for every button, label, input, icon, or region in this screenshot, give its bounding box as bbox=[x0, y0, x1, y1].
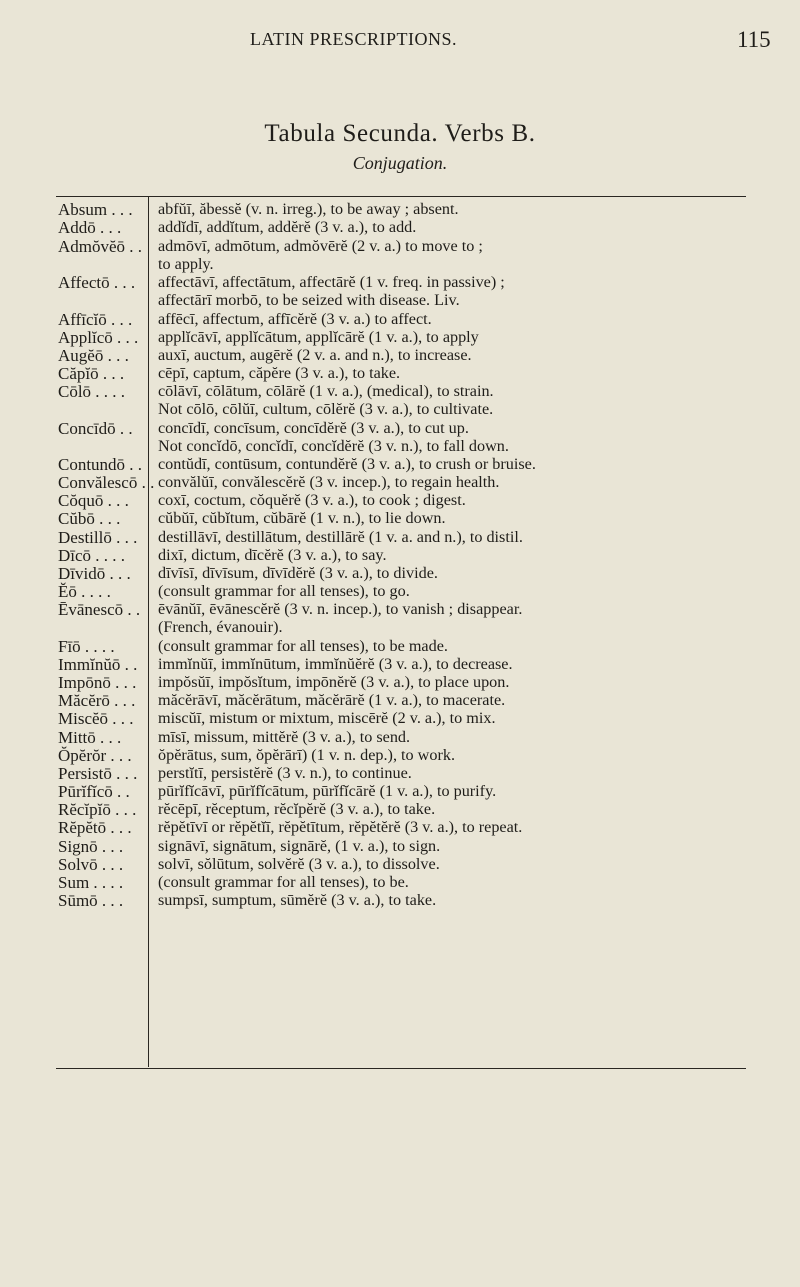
definition-line: destillāvī, destillātum, destillārĕ (1 v. a. and n.), to distil. bbox=[158, 528, 523, 546]
verb-entry: Destillō . . . bbox=[58, 528, 138, 547]
definition-line: perstĭtī, persistĕrĕ (3 v. n.), to continue. bbox=[158, 764, 412, 782]
page-header bbox=[0, 0, 800, 60]
verb-entry: Admŏvĕō . . bbox=[58, 237, 143, 256]
definition-line: abfŭī, ăbessĕ (v. n. irreg.), to be away ; absent. bbox=[158, 200, 459, 218]
verb-entry: Affectō . . . bbox=[58, 273, 136, 292]
verb-entry: Convălescō . . bbox=[58, 473, 155, 492]
verb-entry: Applĭcō . . . bbox=[58, 328, 139, 347]
definition-line: cēpī, captum, căpĕre (3 v. a.), to take. bbox=[158, 364, 401, 382]
definition-line: măcĕrāvī, măcĕrātum, măcĕrārĕ (1 v. a.), to macerate. bbox=[158, 691, 506, 709]
page-number: 115 bbox=[737, 27, 771, 52]
verb-entry: Contundō . . bbox=[58, 455, 143, 474]
definition-line: concīdī, concīsum, concīdĕrĕ (3 v. a.), to cut up. bbox=[158, 419, 469, 437]
definition-line: immĭnŭī, immĭnūtum, immĭnŭĕrĕ (3 v. a.), to decrease. bbox=[158, 655, 513, 673]
definition-line: to apply. bbox=[158, 255, 214, 273]
verb-entry: Ŏpĕrŏr . . . bbox=[58, 746, 132, 765]
verb-entry: Addō . . . bbox=[58, 218, 122, 237]
definition-line: pūrĭfĭcāvī, pūrĭfĭcātum, pūrĭfĭcārĕ (1 v. a.), to purify. bbox=[158, 782, 497, 800]
definition-line: (French, évanouir). bbox=[158, 618, 283, 636]
definition-line: rĕpĕtīvī or rĕpĕtĭī, rĕpĕtītum, rĕpĕtĕrĕ (3 v. a.), to repeat. bbox=[158, 818, 523, 836]
definition-line: applĭcāvī, applĭcātum, applĭcārĕ (1 v. a.), to apply bbox=[158, 328, 479, 346]
verb-entry: Absum . . . bbox=[58, 200, 133, 219]
definition-line: dīvīsī, dīvīsum, dīvīdĕrĕ (3 v. a.), to divide. bbox=[158, 564, 438, 582]
definition-line: dixī, dictum, dīcĕrĕ (3 v. a.), to say. bbox=[158, 546, 387, 564]
definition-line: convălŭī, convălescĕrĕ (3 v. incep.), to regain health. bbox=[158, 473, 500, 491]
verb-entry: Cōlō . . . . bbox=[58, 382, 126, 401]
verb-entry: Dīvidō . . . bbox=[58, 564, 131, 583]
column-divider bbox=[148, 196, 149, 1067]
verb-entry: Mittō . . . bbox=[58, 728, 122, 747]
definition-line: auxī, auctum, augērĕ (2 v. a. and n.), to increase. bbox=[158, 346, 472, 364]
verb-entry: Rĕcĭpĭō . . . bbox=[58, 800, 137, 819]
verb-entry: Sum . . . . bbox=[58, 873, 124, 892]
running-title: LATIN PRESCRIPTIONS. bbox=[250, 29, 458, 49]
definition-line: (consult grammar for all tenses), to go. bbox=[158, 582, 410, 600]
definition-line: Not cōlō, cōlŭī, cultum, cōlĕrĕ (3 v. a.), to cultivate. bbox=[158, 400, 494, 418]
definition-line: (consult grammar for all tenses), to be made. bbox=[158, 637, 448, 655]
verb-entry: Ēvānescō . . bbox=[58, 600, 141, 619]
definition-line: ēvānŭī, ēvānescĕrĕ (3 v. n. incep.), to vanish ; disappear. bbox=[158, 600, 523, 618]
verb-entry: Impōnō . . . bbox=[58, 673, 137, 692]
definition-line: impŏsŭī, impŏsĭtum, impōnĕrĕ (3 v. a.), to place upon. bbox=[158, 673, 510, 691]
verb-entry: Pūrĭfĭcō . . bbox=[58, 782, 130, 801]
verb-entry: Rĕpĕtō . . . bbox=[58, 818, 132, 837]
verb-entry: Affīcĭō . . . bbox=[58, 310, 133, 329]
verb-entry: Sūmō . . . bbox=[58, 891, 124, 910]
definition-line: admōvī, admōtum, admŏvērĕ (2 v. a.) to move to ; bbox=[158, 237, 483, 255]
verb-entry: Cŭbō . . . bbox=[58, 509, 121, 528]
definition-line: miscŭī, mistum or mixtum, miscērĕ (2 v. a.), to mix. bbox=[158, 709, 496, 727]
verb-entry: Căpĭō . . . bbox=[58, 364, 125, 383]
verb-entry: Miscĕō . . . bbox=[58, 709, 134, 728]
definition-line: sumpsī, sumptum, sūmĕrĕ (3 v. a.), to take. bbox=[158, 891, 437, 909]
definition-line: solvī, sŏlūtum, solvĕrĕ (3 v. a.), to dissolve. bbox=[158, 855, 440, 873]
definition-line: signāvī, signātum, signārĕ, (1 v. a.), to sign. bbox=[158, 837, 441, 855]
definition-line: contŭdī, contūsum, contundĕrĕ (3 v. a.), to crush or bruise. bbox=[158, 455, 536, 473]
verb-entry: Concīdō . . bbox=[58, 419, 133, 438]
definition-line: ŏpĕrātus, sum, ŏpĕrārī) (1 v. n. dep.), to work. bbox=[158, 746, 455, 764]
definition-line: cŭbŭī, cŭbĭtum, cŭbārĕ (1 v. n.), to lie down. bbox=[158, 509, 446, 527]
verb-entry: Dīcō . . . . bbox=[58, 546, 126, 565]
definition-line: cōlāvī, cōlātum, cōlārĕ (1 v. a.), (medical), to strain. bbox=[158, 382, 494, 400]
definition-line: affectāvī, affectātum, affectārĕ (1 v. freq. in passive) ; bbox=[158, 273, 505, 291]
definition-line: rĕcēpī, rĕceptum, rĕcĭpĕrĕ (3 v. a.), to take. bbox=[158, 800, 436, 818]
verb-entry: Immĭnŭō . . bbox=[58, 655, 138, 674]
definition-line: affectārī morbō, to be seized with disease. Liv. bbox=[158, 291, 460, 309]
verb-entry: Persistō . . . bbox=[58, 764, 138, 783]
verb-entry: Măcĕrō . . . bbox=[58, 691, 136, 710]
definition-line: Not concĭdō, concĭdī, concĭdĕrĕ (3 v. n.), to fall down. bbox=[158, 437, 509, 455]
verb-entry: Ĕō . . . . bbox=[58, 582, 111, 601]
verb-entry: Signō . . . bbox=[58, 837, 124, 856]
definition-line: (consult grammar for all tenses), to be. bbox=[158, 873, 409, 891]
verb-entry: Fīō . . . . bbox=[58, 637, 115, 656]
table-subtitle: Conjugation. bbox=[352, 153, 448, 173]
definition-line: mīsī, missum, mittĕrĕ (3 v. a.), to send. bbox=[158, 728, 411, 746]
table-title: Tabula Secunda. Verbs B. bbox=[264, 120, 536, 147]
definition-line: addĭdī, addĭtum, addĕrĕ (3 v. a.), to add. bbox=[158, 218, 417, 236]
definition-line: coxī, coctum, cŏquĕrĕ (3 v. a.), to cook ; digest. bbox=[158, 491, 466, 509]
verb-entry: Solvō . . . bbox=[58, 855, 124, 874]
verb-entry: Cŏquō . . . bbox=[58, 491, 129, 510]
definition-line: affēcī, affectum, affīcĕrĕ (3 v. a.) to affect. bbox=[158, 310, 432, 328]
verb-entry: Augĕō . . . bbox=[58, 346, 129, 365]
